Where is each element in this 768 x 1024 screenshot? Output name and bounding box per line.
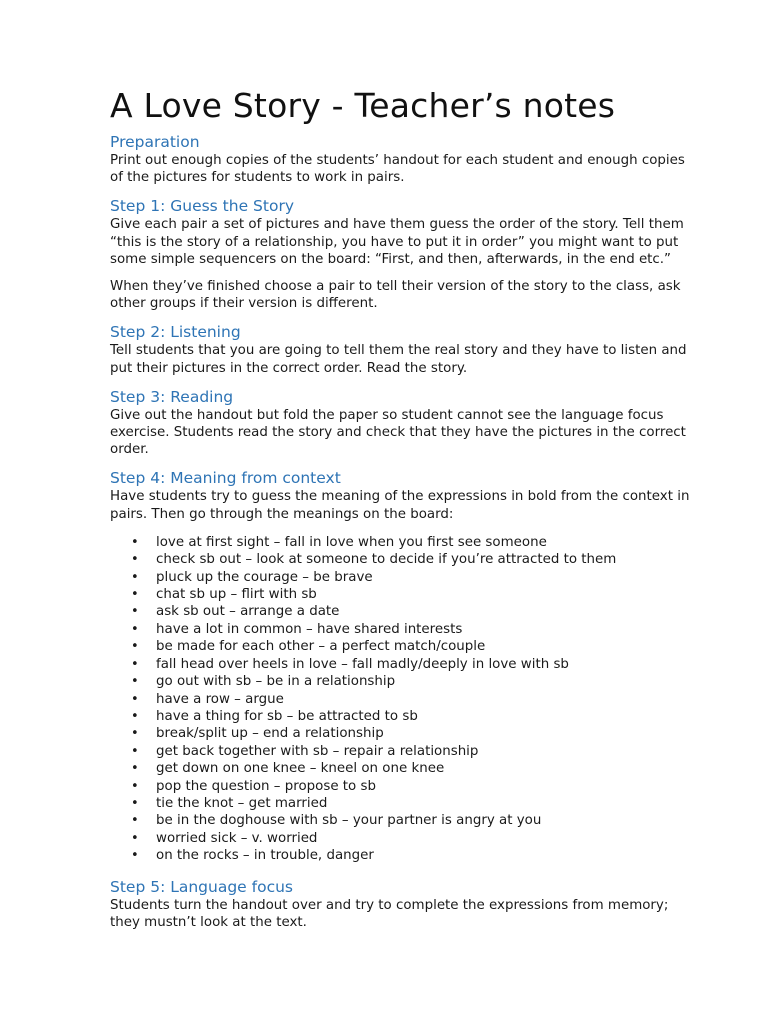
bullet-icon: •	[131, 691, 139, 707]
bullet-icon: •	[131, 778, 139, 794]
bullet-icon: •	[131, 726, 139, 742]
expression-text: ask sb out – arrange a date	[156, 604, 340, 620]
expression-text: check sb out – look at someone to decide if you’re attracted to them	[156, 552, 617, 568]
expression-text: have a row – argue	[156, 691, 284, 707]
preparation-heading: Preparation	[110, 133, 200, 151]
expression-text: pop the question – propose to sb	[156, 778, 376, 794]
bullet-icon: •	[131, 743, 139, 759]
expression-list-item	[110, 621, 698, 638]
expression-list-item	[110, 691, 698, 708]
bullet-icon: •	[131, 604, 139, 620]
expression-text: have a thing for sb – be attracted to sb	[156, 708, 418, 724]
expression-text: chat sb up – flirt with sb	[156, 587, 317, 603]
expression-text: break/split up – end a relationship	[156, 726, 384, 742]
section-step-1	[110, 196, 698, 312]
bullet-icon: •	[131, 708, 139, 724]
step-1-paragraph-2: When they’ve finished choose a pair to tell their version of the story to the class, ask other groups if their version is different.	[110, 279, 681, 312]
bullet-icon: •	[131, 621, 139, 637]
section-step-4	[110, 468, 698, 864]
expression-text: love at first sight – fall in love when you first see someone	[156, 534, 547, 550]
preparation-text: Print out enough copies of the students’ handout for each student and enough copies of the pictures for students to work in pairs.	[110, 153, 685, 186]
expression-text: get down on one knee – kneel on one knee	[156, 761, 445, 777]
bullet-icon: •	[131, 587, 139, 603]
section-step-3	[110, 387, 698, 459]
expression-text: be in the doghouse with sb – your partner is angry at you	[156, 813, 542, 829]
expression-text: on the rocks – in trouble, danger	[156, 848, 374, 864]
bullet-icon: •	[131, 656, 139, 672]
section-step-2	[110, 322, 698, 376]
expression-list-item	[110, 795, 698, 812]
expression-text: be made for each other – a perfect match/couple	[156, 639, 486, 655]
expression-list	[110, 534, 698, 865]
expression-list-item	[110, 812, 698, 829]
bullet-icon: •	[131, 534, 139, 550]
step-3-heading: Step 3: Reading	[110, 387, 234, 406]
expression-list-item	[110, 830, 698, 847]
expression-text: get back together with sb – repair a relationship	[156, 743, 479, 759]
bullet-icon: •	[131, 674, 139, 690]
expression-list-item	[110, 603, 698, 620]
expression-list-item	[110, 743, 698, 760]
expression-list-item	[110, 534, 698, 551]
section-preparation	[110, 132, 698, 186]
bullet-icon: •	[131, 761, 139, 777]
bullet-icon: •	[131, 830, 139, 846]
expression-list-item	[110, 656, 698, 673]
bullet-icon: •	[131, 552, 139, 568]
expression-list-item	[110, 673, 698, 690]
expression-list-item	[110, 778, 698, 795]
expression-text: tie the knot – get married	[156, 795, 328, 811]
step-2-text: Tell students that you are going to tell them the real story and they have to listen and put their pictures in the correct order. Read the story.	[110, 343, 687, 376]
bullet-icon: •	[131, 639, 139, 655]
step-4-heading: Step 4: Meaning from context	[110, 469, 341, 488]
expression-list-item	[110, 760, 698, 777]
step-5-text: Students turn the handout over and try to complete the expressions from memory; they mustn’t look at the text.	[110, 897, 669, 930]
expression-text: fall head over heels in love – fall madly/deeply in love with sb	[156, 656, 569, 672]
step-2-heading: Step 2: Listening	[110, 323, 241, 342]
step-1-heading: Step 1: Guess the Story	[110, 197, 294, 216]
expression-text: worried sick – v. worried	[156, 830, 318, 846]
bullet-icon: •	[131, 848, 139, 864]
step-5-heading: Step 5: Language focus	[110, 877, 294, 896]
expression-text: go out with sb – be in a relationship	[156, 674, 396, 690]
step-3-text: Give out the handout but fold the paper so student cannot see the language focus exercise. Students read the story and check that they have the pictures in the correct order.	[110, 407, 686, 458]
bullet-icon: •	[131, 569, 139, 585]
section-step-5	[110, 877, 698, 931]
expression-list-item	[110, 708, 698, 725]
expression-text: pluck up the courage – be brave	[156, 569, 373, 585]
expression-list-item	[110, 551, 698, 568]
expression-list-item	[110, 586, 698, 603]
expression-list-item	[110, 569, 698, 586]
expression-list-item	[110, 725, 698, 742]
expression-list-item	[110, 847, 698, 864]
document-title: A Love Story - Teacher’s notes	[110, 86, 616, 125]
bullet-icon: •	[131, 795, 139, 811]
step-1-paragraph-1: Give each pair a set of pictures and have them guess the order of the story. Tell them “this is the story of a relationship, you have to put it in order” you might want to put some simple sequencers on the board: “First, and then, afterwards, in the end etc.”	[110, 217, 684, 267]
expression-list-item	[110, 638, 698, 655]
step-4-text: Have students try to guess the meaning of the expressions in bold from the context in pairs. Then go through the meanings on the board:	[110, 489, 690, 522]
expression-text: have a lot in common – have shared interests	[156, 621, 463, 637]
bullet-icon: •	[131, 813, 139, 829]
